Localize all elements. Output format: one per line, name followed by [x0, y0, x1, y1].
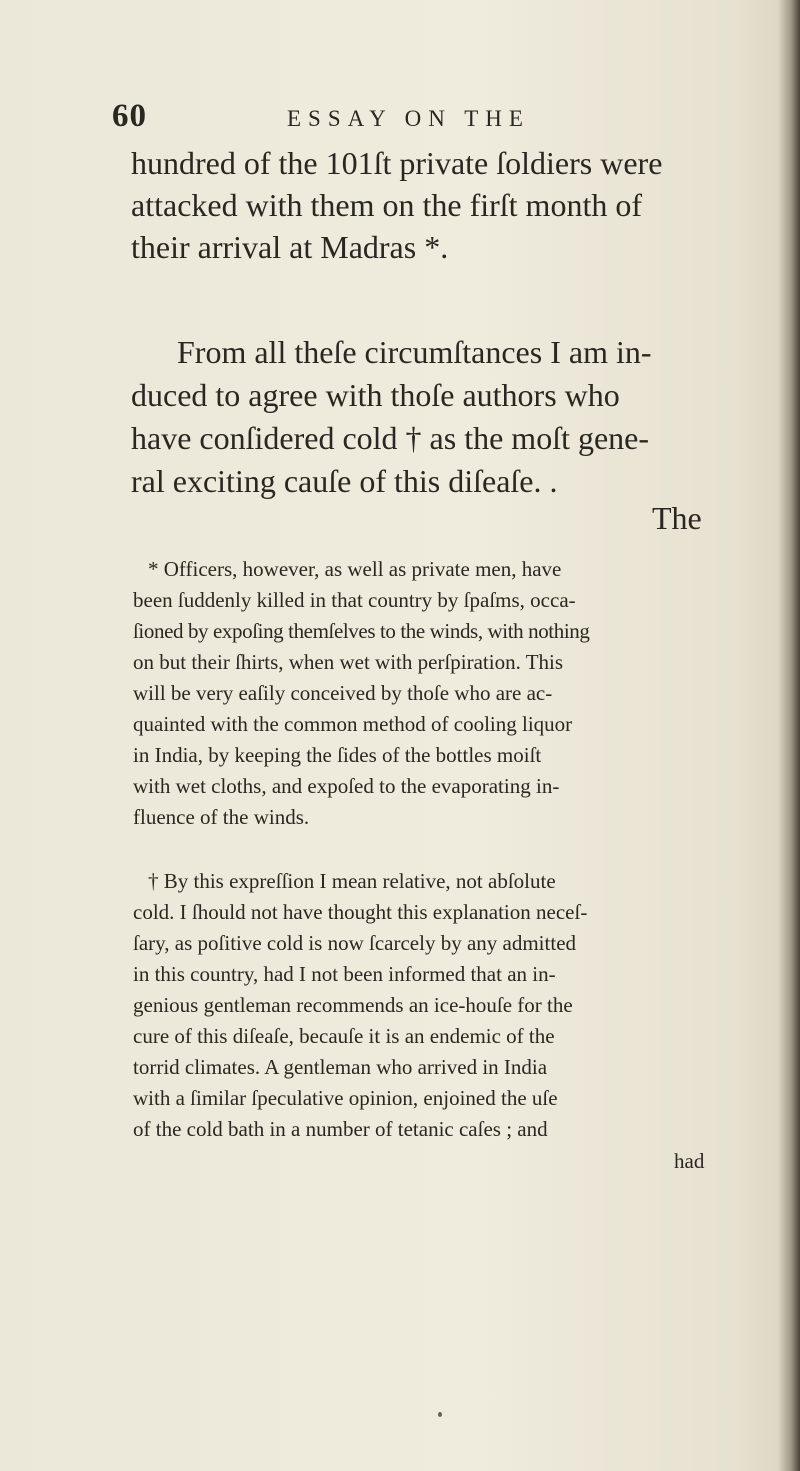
- footnote-catchword: had: [674, 1149, 705, 1173]
- footnote-line: fluence of the winds.: [133, 805, 310, 829]
- footnote-line: in this country, had I not been informed that an in-: [133, 962, 556, 986]
- text-line: duced to agree with thoſe authors who: [131, 377, 620, 413]
- footnote-line: cure of this diſeaſe, becauſe it is an endemic of the: [133, 1024, 555, 1048]
- footnote-line: ſioned by expoſing themſelves to the winds, with nothing: [133, 619, 590, 643]
- page-number: 60: [112, 98, 147, 134]
- text-line: attacked with them on the firſt month of: [131, 187, 642, 223]
- text-line: have conſidered cold † as the moſt gene-: [131, 420, 650, 456]
- footnote-line: been ſuddenly killed in that country by ſpaſms, occa-: [133, 588, 576, 612]
- text-line: their arrival at Madras *.: [131, 229, 449, 265]
- footnote-line: † By this expreſſion I mean relative, not abſolute: [148, 869, 556, 893]
- footnote-line: on but their ſhirts, when wet with perſpiration. This: [133, 650, 564, 674]
- footnote-line: * Officers, however, as well as private men, have: [148, 557, 562, 581]
- text-line: From all theſe circumſtances I am in-: [177, 334, 652, 370]
- footnote-line: will be very eaſily conceived by thoſe who are ac-: [133, 681, 553, 705]
- footnote-line: ſary, as poſitive cold is now ſcarcely by any admitted: [133, 931, 577, 955]
- footnote-line: genious gentleman recommends an ice-houſe for the: [133, 993, 573, 1017]
- page-header: [112, 96, 712, 136]
- catchword: The: [652, 500, 702, 536]
- footnote-line: torrid climates. A gentleman who arrived in India: [133, 1055, 548, 1079]
- text-line: ral exciting cauſe of this diſeaſe. .: [131, 463, 558, 499]
- footnote-line: quainted with the common method of cooling liquor: [133, 712, 573, 736]
- footnote-line: in India, by keeping the ſides of the bottles moiſt: [133, 743, 542, 767]
- footnote-line: of the cold bath in a number of tetanic caſes ; and: [133, 1117, 548, 1141]
- footnote-line: with wet cloths, and expoſed to the evaporating in-: [133, 774, 560, 798]
- page-edge-shadow: [778, 0, 800, 1471]
- footnote-line: with a ſimilar ſpeculative opinion, enjoined the uſe: [133, 1086, 558, 1110]
- footnote-line: cold. I ſhould not have thought this explanation neceſ-: [133, 900, 588, 924]
- text-line: hundred of the 101ſt private ſoldiers were: [131, 145, 663, 181]
- running-head: ESSAY ON THE: [287, 106, 530, 131]
- ink-speck: [438, 1412, 442, 1417]
